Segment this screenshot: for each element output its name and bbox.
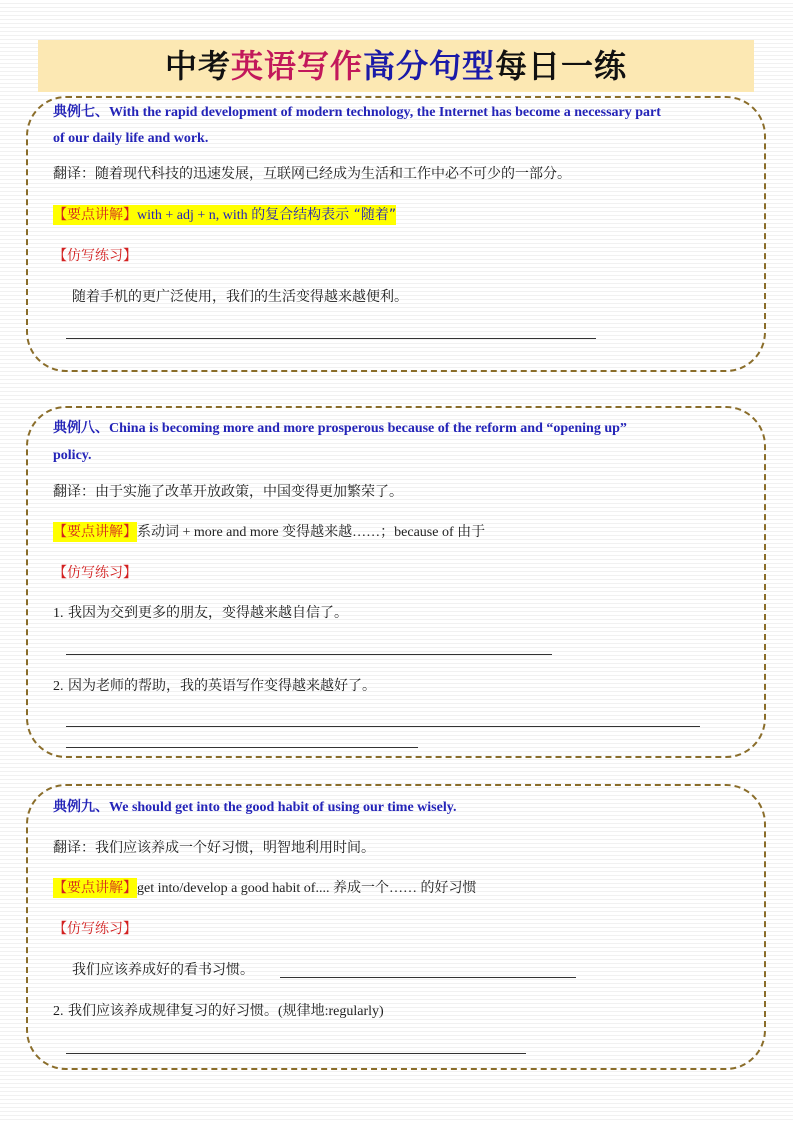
- key-point-text-1: 系动词: [137, 524, 179, 540]
- key-point-label: 【要点讲解】: [53, 207, 137, 223]
- answer-line[interactable]: [66, 654, 552, 655]
- key-point-highlight: [53, 522, 137, 542]
- example-sentence-line1: [53, 418, 627, 439]
- example-english: We should get into the good habit of using our time wisely.: [109, 800, 457, 815]
- key-point-text-2: + more and more: [179, 525, 283, 540]
- title-part-4: 每日一练: [495, 47, 628, 85]
- title-part-3: 高分句型: [363, 47, 496, 85]
- key-point-english: get into/develop a good habit of....: [137, 881, 333, 896]
- key-point-chinese-2: 的好习惯: [420, 880, 477, 896]
- key-point-label: 【要点讲解】: [53, 524, 137, 540]
- example-sentence-line1: [53, 102, 661, 123]
- page-title: [38, 40, 754, 92]
- practice-label: 【仿写练习】: [53, 248, 137, 264]
- key-point-text-5: 由于: [457, 524, 486, 540]
- practice-label: 【仿写练习】: [53, 565, 137, 581]
- title-part-2: 英语写作: [230, 47, 363, 85]
- practice-text: 我们应该养成规律复习的好习惯。: [67, 1003, 278, 1019]
- key-point-english: with + adj + n, with: [137, 208, 252, 223]
- translation: 翻译：我们应该养成一个好习惯，明智地利用时间。: [53, 840, 375, 856]
- key-point-text-3: 变得越来越: [282, 524, 353, 540]
- practice-prompt-1: [53, 603, 348, 624]
- practice-prompt-1: 我们应该养成好的看书习惯。: [72, 962, 254, 978]
- example-english: China is becoming more and more prosperous because of the reform and “opening up”: [109, 421, 627, 436]
- key-point: [53, 205, 396, 226]
- example-sentence-line2: policy.: [53, 448, 92, 463]
- key-point-label: 【要点讲解】: [53, 880, 137, 896]
- practice-number: 2.: [53, 1004, 64, 1019]
- practice-number: 2.: [53, 679, 64, 694]
- example-label: 典例七、: [53, 104, 109, 120]
- example-card-8: [26, 406, 766, 758]
- answer-line[interactable]: [66, 726, 700, 727]
- practice-text: 因为老师的帮助，我的英语写作变得越来越好了。: [67, 678, 376, 694]
- key-point-chinese-1: 养成一个: [332, 880, 389, 896]
- translation: 翻译：由于实施了改革开放政策，中国变得更加繁荣了。: [53, 484, 403, 500]
- title-part-1: 中考: [164, 47, 231, 85]
- practice-label: 【仿写练习】: [53, 921, 137, 937]
- translation: 翻译：随着现代科技的迅速发展，互联网已经成为生活和工作中必不可少的一部分。: [53, 166, 571, 182]
- key-point: [53, 522, 485, 543]
- example-label: 典例八、: [53, 420, 109, 436]
- practice-text: 我因为交到更多的朋友，变得越来越自信了。: [67, 605, 348, 621]
- practice-hint: (规律地:regularly): [277, 1004, 384, 1019]
- example-sentence-line2: of our daily life and work.: [53, 131, 209, 146]
- answer-line[interactable]: [66, 1053, 526, 1054]
- key-point-text-4: ……；because of: [352, 525, 458, 540]
- example-card-7: [26, 96, 766, 372]
- practice-prompt-2: [53, 676, 376, 697]
- example-card-9: [26, 784, 766, 1070]
- key-point-dots: ……: [388, 881, 421, 896]
- example-label: 典例九、: [53, 799, 109, 815]
- key-point-highlight: [53, 878, 137, 898]
- answer-line[interactable]: [280, 977, 576, 978]
- answer-line[interactable]: [66, 747, 418, 748]
- key-point-chinese: 的复合结构表示 “随着”: [251, 207, 397, 223]
- practice-prompt-1: 随着手机的更广泛使用，我们的生活变得越来越便利。: [72, 289, 408, 305]
- answer-line[interactable]: [66, 338, 596, 339]
- key-point: [53, 878, 476, 899]
- key-point-highlight: [53, 205, 396, 225]
- example-sentence-line1: [53, 797, 456, 818]
- practice-number: 1.: [53, 606, 64, 621]
- practice-prompt-2: [53, 1001, 384, 1022]
- example-english: With the rapid development of modern technology, the Internet has become a necessary part: [109, 105, 661, 120]
